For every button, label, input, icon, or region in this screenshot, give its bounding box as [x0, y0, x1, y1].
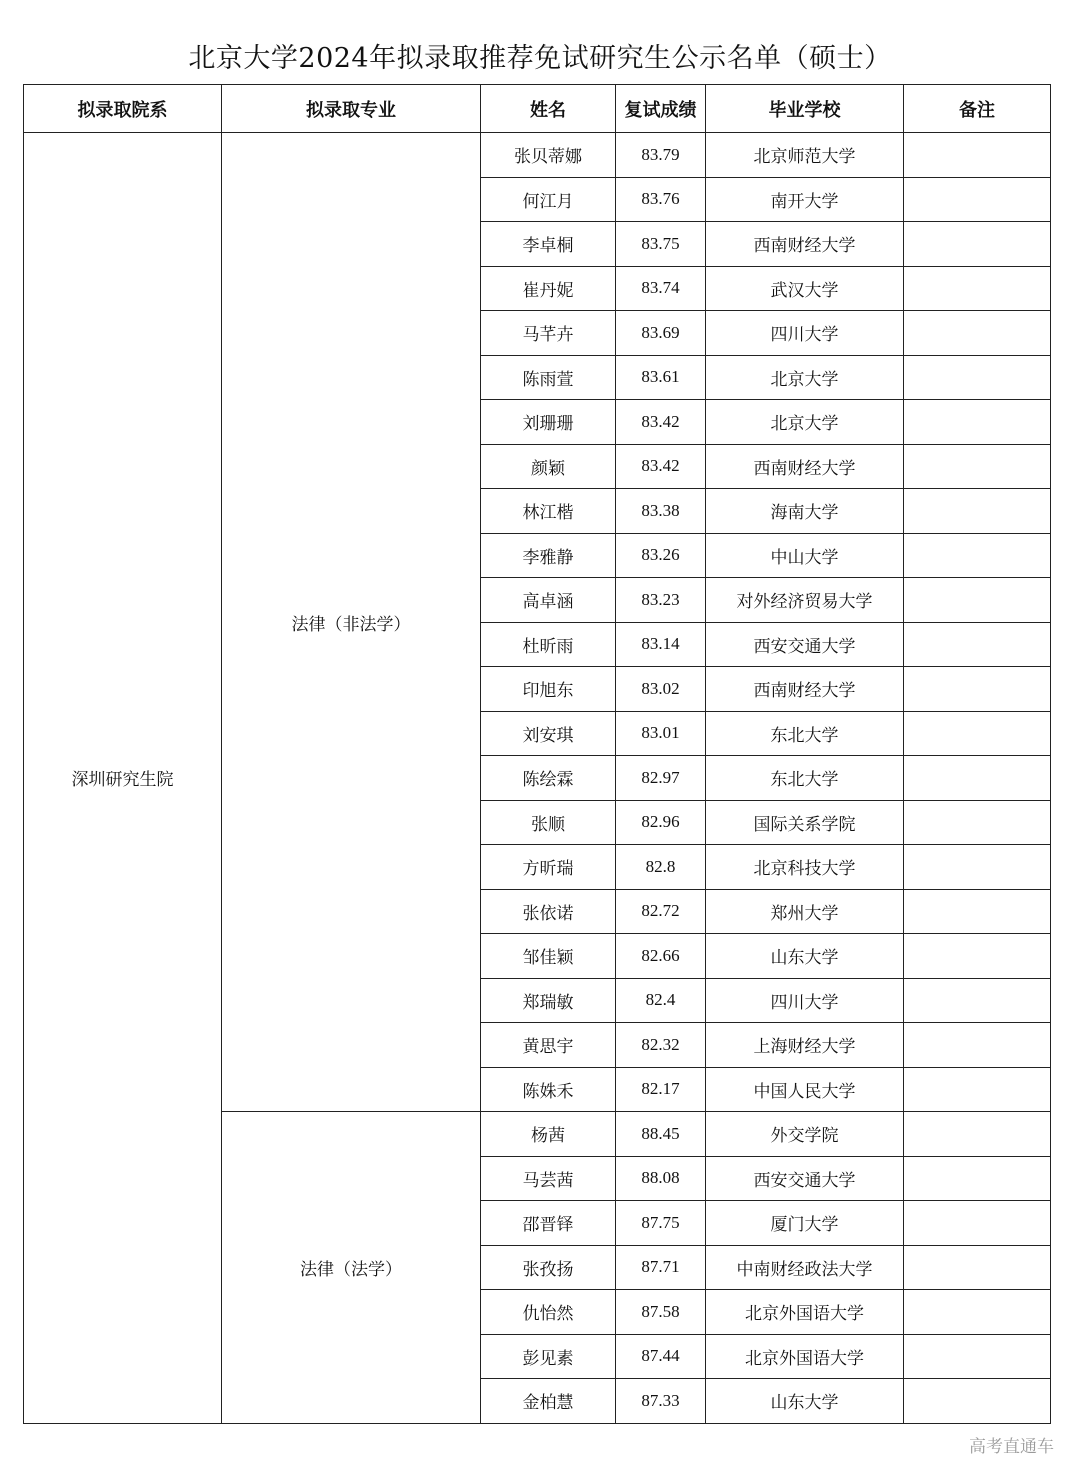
score-cell: 83.76 [616, 177, 706, 222]
table-body [24, 133, 1051, 1424]
score-cell: 83.74 [616, 266, 706, 311]
name-cell: 何江月 [481, 177, 616, 222]
note-cell [904, 355, 1051, 400]
name-cell: 杜昕雨 [481, 622, 616, 667]
note-cell [904, 1112, 1051, 1157]
name-cell: 黄思宇 [481, 1023, 616, 1068]
score-cell: 82.97 [616, 756, 706, 801]
school-cell: 西南财经大学 [706, 444, 904, 489]
name-cell: 陈雨萱 [481, 355, 616, 400]
score-cell: 83.23 [616, 578, 706, 623]
school-cell: 四川大学 [706, 311, 904, 356]
name-cell: 李卓桐 [481, 222, 616, 267]
score-cell: 87.75 [616, 1201, 706, 1246]
score-cell: 83.75 [616, 222, 706, 267]
name-cell: 郑瑞敏 [481, 978, 616, 1023]
name-cell: 崔丹妮 [481, 266, 616, 311]
note-cell [904, 1023, 1051, 1068]
score-cell: 83.42 [616, 400, 706, 445]
name-cell: 方昕瑞 [481, 845, 616, 890]
school-cell: 北京外国语大学 [706, 1290, 904, 1335]
score-cell: 87.58 [616, 1290, 706, 1335]
note-cell [904, 711, 1051, 756]
school-cell: 山东大学 [706, 934, 904, 979]
name-cell: 刘珊珊 [481, 400, 616, 445]
note-cell [904, 889, 1051, 934]
school-cell: 西南财经大学 [706, 667, 904, 712]
name-cell: 马芸茜 [481, 1156, 616, 1201]
note-cell [904, 1290, 1051, 1335]
school-cell: 西南财经大学 [706, 222, 904, 267]
note-cell [904, 978, 1051, 1023]
score-cell: 83.14 [616, 622, 706, 667]
school-cell: 国际关系学院 [706, 800, 904, 845]
note-cell [904, 1201, 1051, 1246]
note-cell [904, 533, 1051, 578]
header-note: 备注 [904, 85, 1051, 133]
score-cell: 82.66 [616, 934, 706, 979]
note-cell [904, 133, 1051, 178]
name-cell: 杨茜 [481, 1112, 616, 1157]
department-cell: 深圳研究生院 [24, 133, 222, 1424]
score-cell: 82.96 [616, 800, 706, 845]
header-school: 毕业学校 [706, 85, 904, 133]
note-cell [904, 622, 1051, 667]
score-cell: 82.4 [616, 978, 706, 1023]
note-cell [904, 800, 1051, 845]
note-cell [904, 756, 1051, 801]
name-cell: 马芊卉 [481, 311, 616, 356]
note-cell [904, 578, 1051, 623]
school-cell: 西安交通大学 [706, 1156, 904, 1201]
header-department: 拟录取院系 [24, 85, 222, 133]
school-cell: 中山大学 [706, 533, 904, 578]
table-row [24, 133, 1051, 178]
school-cell: 海南大学 [706, 489, 904, 534]
score-cell: 83.42 [616, 444, 706, 489]
note-cell [904, 845, 1051, 890]
name-cell: 刘安琪 [481, 711, 616, 756]
school-cell: 中国人民大学 [706, 1067, 904, 1112]
name-cell: 颜颖 [481, 444, 616, 489]
header-name: 姓名 [481, 85, 616, 133]
school-cell: 四川大学 [706, 978, 904, 1023]
score-cell: 88.45 [616, 1112, 706, 1157]
score-cell: 87.71 [616, 1245, 706, 1290]
name-cell: 陈姝禾 [481, 1067, 616, 1112]
note-cell [904, 311, 1051, 356]
score-cell: 83.26 [616, 533, 706, 578]
note-cell [904, 444, 1051, 489]
note-cell [904, 222, 1051, 267]
note-cell [904, 1156, 1051, 1201]
header-score: 复试成绩 [616, 85, 706, 133]
school-cell: 山东大学 [706, 1379, 904, 1424]
page-title: 北京大学2024年拟录取推荐免试研究生公示名单（硕士） [188, 43, 892, 74]
score-cell: 83.61 [616, 355, 706, 400]
note-cell [904, 1067, 1051, 1112]
name-cell: 张依诺 [481, 889, 616, 934]
name-cell: 仇怡然 [481, 1290, 616, 1335]
name-cell: 李雅静 [481, 533, 616, 578]
name-cell: 张孜扬 [481, 1245, 616, 1290]
school-cell: 北京科技大学 [706, 845, 904, 890]
score-cell: 83.69 [616, 311, 706, 356]
school-cell: 厦门大学 [706, 1201, 904, 1246]
school-cell: 中南财经政法大学 [706, 1245, 904, 1290]
score-cell: 82.8 [616, 845, 706, 890]
name-cell: 金柏慧 [481, 1379, 616, 1424]
name-cell: 张贝蒂娜 [481, 133, 616, 178]
name-cell: 邹佳颖 [481, 934, 616, 979]
admission-table [23, 84, 1051, 1424]
school-cell: 北京师范大学 [706, 133, 904, 178]
school-cell: 武汉大学 [706, 266, 904, 311]
note-cell [904, 266, 1051, 311]
name-cell: 彭见素 [481, 1334, 616, 1379]
score-cell: 87.44 [616, 1334, 706, 1379]
watermark: 高考直通车 [969, 1437, 1054, 1457]
name-cell: 陈绘霖 [481, 756, 616, 801]
note-cell [904, 667, 1051, 712]
note-cell [904, 177, 1051, 222]
note-cell [904, 934, 1051, 979]
major-cell: 法律（非法学） [222, 133, 481, 1112]
score-cell: 82.72 [616, 889, 706, 934]
school-cell: 外交学院 [706, 1112, 904, 1157]
score-cell: 83.38 [616, 489, 706, 534]
school-cell: 南开大学 [706, 177, 904, 222]
score-cell: 88.08 [616, 1156, 706, 1201]
name-cell: 邵晋铎 [481, 1201, 616, 1246]
score-cell: 82.32 [616, 1023, 706, 1068]
school-cell: 北京大学 [706, 355, 904, 400]
name-cell: 林江楷 [481, 489, 616, 534]
school-cell: 对外经济贸易大学 [706, 578, 904, 623]
score-cell: 83.01 [616, 711, 706, 756]
score-cell: 83.02 [616, 667, 706, 712]
table-header-row [24, 85, 1051, 133]
name-cell: 印旭东 [481, 667, 616, 712]
name-cell: 高卓涵 [481, 578, 616, 623]
school-cell: 上海财经大学 [706, 1023, 904, 1068]
note-cell [904, 489, 1051, 534]
name-cell: 张顺 [481, 800, 616, 845]
score-cell: 83.79 [616, 133, 706, 178]
note-cell [904, 400, 1051, 445]
school-cell: 东北大学 [706, 756, 904, 801]
note-cell [904, 1379, 1051, 1424]
school-cell: 西安交通大学 [706, 622, 904, 667]
school-cell: 东北大学 [706, 711, 904, 756]
major-cell: 法律（法学） [222, 1112, 481, 1424]
note-cell [904, 1334, 1051, 1379]
header-major: 拟录取专业 [222, 85, 481, 133]
note-cell [904, 1245, 1051, 1290]
school-cell: 郑州大学 [706, 889, 904, 934]
school-cell: 北京外国语大学 [706, 1334, 904, 1379]
score-cell: 87.33 [616, 1379, 706, 1424]
school-cell: 北京大学 [706, 400, 904, 445]
score-cell: 82.17 [616, 1067, 706, 1112]
